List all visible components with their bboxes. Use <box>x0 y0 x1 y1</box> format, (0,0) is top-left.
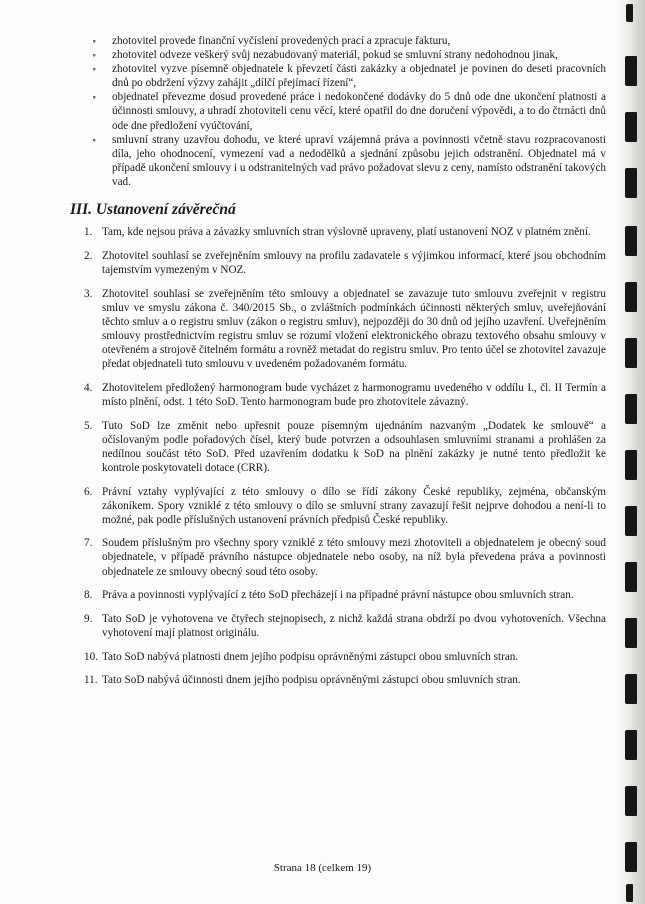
clause-item <box>84 381 606 409</box>
bullet-icon: ∘ <box>92 134 97 145</box>
clause-number: 2. <box>84 249 93 262</box>
bullet-text: objednatel převezme dosud provedené práce i nedokončené dodávky do 5 dnů ode dne ukončení platnosti a účinnosti smlouvy, a uhradí zhotoviteli cenu věcí, které opatřil do dne doručení výpovědi, a to do čtrnácti dnů ode dne předložení vyúčtování, <box>112 91 606 132</box>
clause-number: 9. <box>84 612 93 625</box>
bullet-item <box>92 48 606 62</box>
clause-text: Soudem příslušným pro všechny spory vzniklé z této smlouvy mezi zhotoviteli a objednatelem je obecný soud objednatele, v případě právního nástupce objednatele nebo osoby, na níž byla převedena práva a povinnosti objednatele ze smlouvy obecný soud této osoby. <box>102 537 606 578</box>
clause-number: 5. <box>84 419 93 432</box>
clause-item <box>84 485 606 527</box>
clause-number: 8. <box>84 589 93 602</box>
binding-ring <box>625 562 637 592</box>
bullet-icon: ∘ <box>92 36 97 46</box>
clause-text: Zhotovitel souhlasí se zveřejněním této smlouvy a objednatel se zavazuje tuto smlouvu zveřejnit v registru smluv ve smyslu zákona č. 340/2015 Sb., o zvláštních podmínkách účinnosti některých smluv, uveřejňování těchto smluv a o registru smluv (zákon o registru smluv), nejpozději do 30 dnů od jejího uzavření. Uveřejněním smlouvy prostřednictvím registru smluv se rozumí vložení elektronického obrazu textového obsahu smlouvy v otevřeném a strojově čitelném formátu a rovněž metadat do registru smluv. Pro tento účel se zhotovitel zavazuje předat objednateli tuto smlouvu v uvedeném požadovaném formátu. <box>102 287 606 371</box>
clause-number: 1. <box>84 226 93 239</box>
clause-item <box>84 225 606 239</box>
binding-ring <box>626 4 633 22</box>
clause-text: Právní vztahy vyplývající z této smlouvy o dílo se řídí zákony České republiky, zejména, občanským zákoníkem. Spory vzniklé z této smlouvy o dílo se smluvní strany zavazují řešit nejprve dohodou a není-li to možné, pak podle příslušných ustanovení právních předpisů České republiky. <box>102 485 606 526</box>
clause-item <box>84 287 606 372</box>
clause-item <box>84 612 606 640</box>
clause-item <box>84 536 606 578</box>
bullet-icon: ∘ <box>92 92 97 103</box>
document-body <box>70 34 606 697</box>
clause-item <box>84 419 606 475</box>
binding-ring <box>625 394 637 424</box>
bullet-item <box>92 34 606 48</box>
bullet-item <box>92 62 606 90</box>
clause-text: Tam, kde nejsou práva a závazky smluvních stran výslovně upraveny, platí ustanovení NOZ v platném znění. <box>102 226 591 239</box>
clause-number: 10. <box>84 650 98 663</box>
bullet-text: zhotovitel odveze veškerý svůj nezabudovaný materiál, pokud se smluvní strany nedohodnou jinak, <box>112 49 558 62</box>
page-footer: Strana 18 (celkem 19) <box>273 862 372 874</box>
binding-ring <box>625 112 637 142</box>
binding-ring <box>625 226 637 256</box>
bullet-item <box>92 90 606 132</box>
binding-ring <box>625 618 637 648</box>
binding-ring <box>625 786 637 816</box>
clause-text: Tato SoD je vyhotovena ve čtyřech stejnopisech, z nichž každá strana obdrží po dvou vyhotoveních. Všechna vyhotovení mají platnost originálu. <box>102 612 606 640</box>
bullet-text: zhotovitel provede finanční vyčíslení provedených prací a zpracuje fakturu, <box>112 35 451 47</box>
bullet-text: smluvní strany uzavřou dohodu, ve které upraví vzájemná práva a povinnosti včetně stavu rozpracovanosti díla, jeho ohodnocení, vymezení vad a nedodělků a sjednání způsobu jejich odstranění. Objednatel má v případě ukončení smlouvy i u odstranitelných vad právo požadovat slevu z ceny, namísto odstranění takových vad. <box>112 133 606 188</box>
binding-ring <box>625 338 637 368</box>
clause-item <box>84 588 606 602</box>
clause-item <box>84 650 606 664</box>
clause-text: Tuto SoD lze změnit nebo upřesnit pouze písemným ujednáním nazvaným „Dodatek ke smlouvě“ a očíslovaným podle pořadových čísel, který bude potvrzen a odsouhlasen smluvními stranami a prohlášen za nedílnou součást této SoD. Před uzavřením dodatku k SoD na plnění zakázky je nutné tento předložit ke kontrole poskytovateli dotace (CRR). <box>102 419 606 474</box>
clause-item <box>84 249 606 277</box>
bullet-item <box>92 133 606 189</box>
bullet-icon: ∘ <box>92 64 97 75</box>
clause-text: Zhotovitel souhlasí se zveřejněním smlouvy na profilu zadavatele s výjimkou informací, které jsou obchodním tajemstvím vymezeným v NOZ. <box>102 249 606 276</box>
binding-edge <box>615 0 645 904</box>
binding-ring <box>626 884 633 902</box>
clause-number: 11. <box>84 674 98 687</box>
section-heading: III. Ustanovení závěrečná <box>70 201 236 219</box>
final-provisions-list <box>84 225 606 687</box>
binding-ring <box>625 674 637 704</box>
clause-text: Práva a povinnosti vyplývající z této SoD přecházejí i na případné právní nástupce obou smluvních stran. <box>102 589 574 602</box>
bullet-icon: ∘ <box>92 50 97 61</box>
binding-ring <box>625 168 637 198</box>
clause-text: Tato SoD nabývá platnosti dnem jejího podpisu oprávněnými zástupci obou smluvních stran. <box>102 650 519 663</box>
binding-ring <box>625 282 637 312</box>
clause-item <box>84 673 606 687</box>
bullet-text: zhotovitel vyzve písemně objednatele k převzetí části zakázky a objednatel je povinen do deseti pracovních dnů po obdržení výzvy zahájit „dílčí přejímací řízení“, <box>112 63 606 90</box>
clause-number: 3. <box>84 287 93 300</box>
clause-number: 7. <box>84 537 93 550</box>
binding-ring <box>625 506 637 536</box>
binding-ring <box>625 450 637 480</box>
termination-bullet-list <box>92 34 606 189</box>
clause-text: Tato SoD nabývá účinnosti dnem jejího podpisu oprávněnými zástupci obou smluvních stran. <box>102 674 521 687</box>
clause-number: 4. <box>84 381 93 394</box>
binding-ring <box>625 730 637 760</box>
clause-text: Zhotovitelem předložený harmonogram bude vycházet z harmonogramu uvedeného v oddílu I., čl. II Termín a místo plnění, odst. 1 této SoD. Tento harmonogram bude pro zhotovitele závazný. <box>102 381 606 408</box>
clause-number: 6. <box>84 485 93 498</box>
binding-ring <box>625 56 637 86</box>
